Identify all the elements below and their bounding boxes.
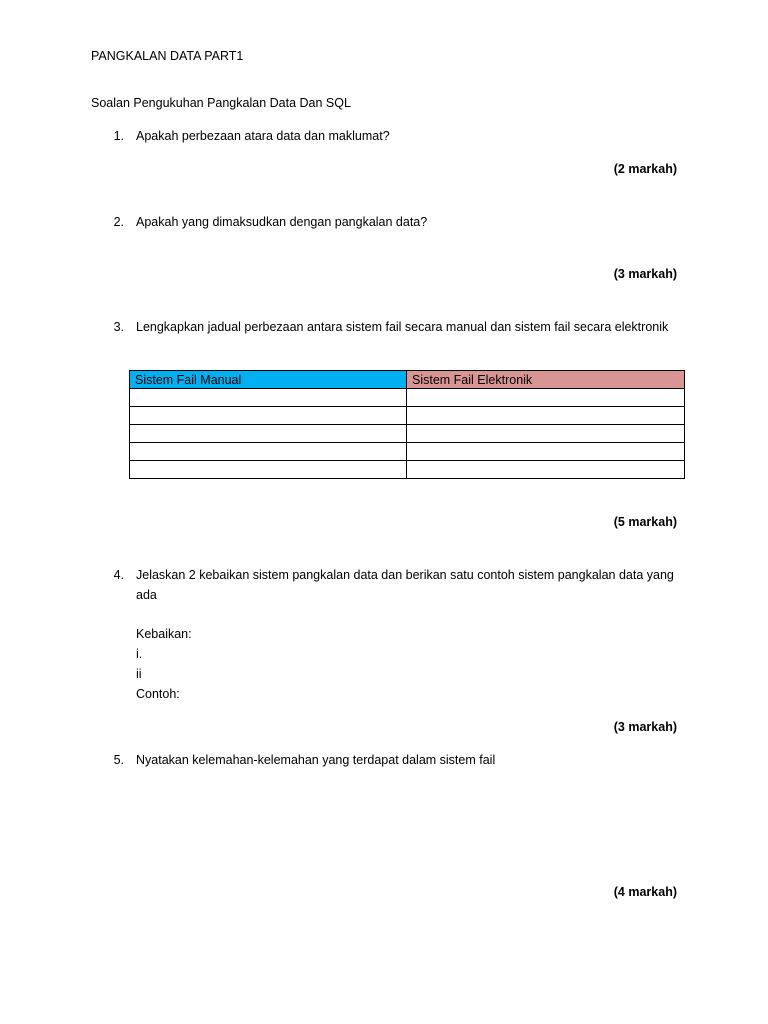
kebaikan-item-i: i. [136, 647, 143, 661]
table-header-row [130, 371, 685, 389]
question-1-text: Apakah perbezaan atara data dan maklumat? [136, 129, 390, 143]
question-2-number: 2. [113, 215, 124, 229]
table-cell[interactable] [130, 461, 407, 479]
question-4-number: 4. [113, 568, 124, 582]
question-1-number: 1. [113, 129, 124, 143]
question-4-marks: (3 markah) [613, 720, 677, 734]
table-cell[interactable] [407, 425, 685, 443]
question-3-text: Lengkapkan jadual perbezaan antara sistem fail secara manual dan sistem fail secara elektronik [136, 320, 669, 334]
document-title: PANGKALAN DATA PART1 [91, 49, 244, 63]
question-3-number: 3. [113, 320, 124, 334]
question-2-marks: (3 markah) [613, 267, 677, 281]
question-4-text-line-2: ada [136, 588, 157, 602]
table-cell[interactable] [130, 407, 407, 425]
table-cell[interactable] [130, 389, 407, 407]
table-cell[interactable] [130, 443, 407, 461]
question-5-text: Nyatakan kelemahan-kelemahan yang terdapat dalam sistem fail [136, 753, 496, 767]
question-5-marks: (4 markah) [613, 885, 677, 899]
kebaikan-item-ii: ii [136, 667, 142, 681]
table-cell[interactable] [407, 443, 685, 461]
table-cell[interactable] [407, 407, 685, 425]
table-row [130, 425, 685, 443]
kebaikan-label: Kebaikan: [136, 627, 192, 641]
table-row [130, 389, 685, 407]
comparison-table [129, 370, 685, 479]
question-2-text: Apakah yang dimaksudkan dengan pangkalan data? [136, 215, 428, 229]
table-cell[interactable] [407, 389, 685, 407]
contoh-label: Contoh: [136, 687, 180, 701]
document-subtitle: Soalan Pengukuhan Pangkalan Data Dan SQL [91, 96, 351, 110]
table-row [130, 443, 685, 461]
table-row [130, 407, 685, 425]
table-cell[interactable] [407, 461, 685, 479]
table-row [130, 461, 685, 479]
question-4-text-line-1: Jelaskan 2 kebaikan sistem pangkalan data dan berikan satu contoh sistem pangkalan data yang [136, 568, 674, 582]
header-sistem-fail-elektronik: Sistem Fail Elektronik [407, 371, 685, 389]
table-cell[interactable] [130, 425, 407, 443]
header-sistem-fail-manual: Sistem Fail Manual [130, 371, 407, 389]
question-1-marks: (2 markah) [613, 162, 677, 176]
question-3-marks: (5 markah) [613, 515, 677, 529]
question-5-number: 5. [113, 753, 124, 767]
